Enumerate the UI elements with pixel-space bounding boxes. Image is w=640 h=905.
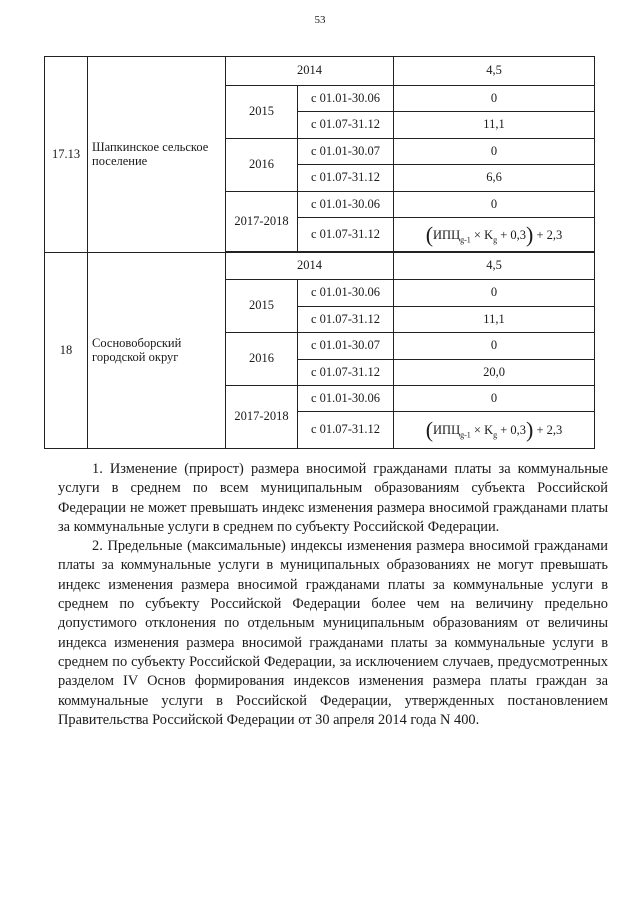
paragraph-2: 2. Предельные (максимальные) индексы изменения размера вносимой гражданами платы за коммунальные услуги в муниципальных образованиях не могут превышать индекс изменения размера вносимой гражданами платы за коммунальные услуги в среднем по субъекту Российской Федерации более чем на величину предельно допустимого отклонения по отдельным муниципальным образованиям от величины индекса изменения размера вносимой гражданами платы за коммунальные услуги в среднем по субъекту Российской Федерации, за исключением случаев, предусмотренных разделом IV Основ формирования индексов изменения размера платы граждан за коммунальные услуги в Российской Федерации, утвержденных постановлением Правительства Российской Федерации от 30 апреля 2014 года N 400. bbox=[58, 538, 608, 728]
tariff-index-table bbox=[44, 56, 595, 449]
period-cell: с 01.07-31.12 bbox=[298, 112, 394, 139]
formula-cell bbox=[394, 412, 595, 449]
value-cell: 0 bbox=[394, 333, 595, 360]
municipality-name: Сосновоборский городской округ bbox=[88, 253, 226, 449]
value-cell: 20,0 bbox=[394, 360, 595, 386]
year-cell: 2015 bbox=[226, 86, 298, 139]
year-cell: 2014 bbox=[226, 253, 394, 280]
body-text bbox=[58, 460, 608, 730]
year-cell: 2016 bbox=[226, 333, 298, 386]
period-cell: с 01.01-30.07 bbox=[298, 333, 394, 360]
period-cell: с 01.07-31.12 bbox=[298, 360, 394, 386]
period-cell: с 01.07-31.12 bbox=[298, 165, 394, 192]
period-cell: с 01.01-30.06 bbox=[298, 386, 394, 412]
period-cell: с 01.01-30.07 bbox=[298, 139, 394, 165]
period-cell: с 01.07-31.12 bbox=[298, 412, 394, 449]
index-formula: $(ИПЦ_{g-1} \times K_g + 0,3) + 2,3$ bbox=[425, 417, 563, 443]
formula-cell bbox=[394, 218, 595, 252]
value-cell: 0 bbox=[394, 139, 595, 165]
year-cell: 2014 bbox=[226, 57, 394, 86]
value-cell: 0 bbox=[394, 386, 595, 412]
value-cell: 6,6 bbox=[394, 165, 595, 192]
municipality-name: Шапкинское сельское поселение bbox=[88, 57, 226, 253]
year-cell: 2017-2018 bbox=[226, 192, 298, 252]
year-cell: 2017-2018 bbox=[226, 386, 298, 449]
period-cell: с 01.07-31.12 bbox=[298, 218, 394, 252]
paragraph-1: 1. Изменение (прирост) размера вносимой гражданами платы за коммунальные услуги в среднем по всем муниципальным образованиям субъекта Российской Федерации не может превышать индекс изменения размера вносимой гражданами платы за коммунальные услуги в среднем по субъекту Российской Федерации. bbox=[58, 461, 608, 535]
value-cell: 4,5 bbox=[394, 57, 595, 86]
row-number: 17.13 bbox=[45, 57, 88, 253]
value-cell: 11,1 bbox=[394, 112, 595, 139]
value-cell: 0 bbox=[394, 280, 595, 307]
period-cell: с 01.01-30.06 bbox=[298, 280, 394, 307]
table-row bbox=[45, 253, 595, 280]
period-cell: с 01.01-30.06 bbox=[298, 86, 394, 112]
table-row bbox=[45, 57, 595, 86]
index-formula: $(ИПЦ_{g-1} \times K_g + 0,3) + 2,3$ bbox=[425, 221, 563, 247]
page-number: 53 bbox=[314, 14, 326, 26]
period-cell: с 01.01-30.06 bbox=[298, 192, 394, 218]
value-cell: 11,1 bbox=[394, 307, 595, 333]
value-cell: 0 bbox=[394, 192, 595, 218]
value-cell: 4,5 bbox=[394, 253, 595, 280]
year-cell: 2016 bbox=[226, 139, 298, 192]
period-cell: с 01.07-31.12 bbox=[298, 307, 394, 333]
year-cell: 2015 bbox=[226, 280, 298, 333]
row-number: 18 bbox=[45, 253, 88, 449]
value-cell: 0 bbox=[394, 86, 595, 112]
